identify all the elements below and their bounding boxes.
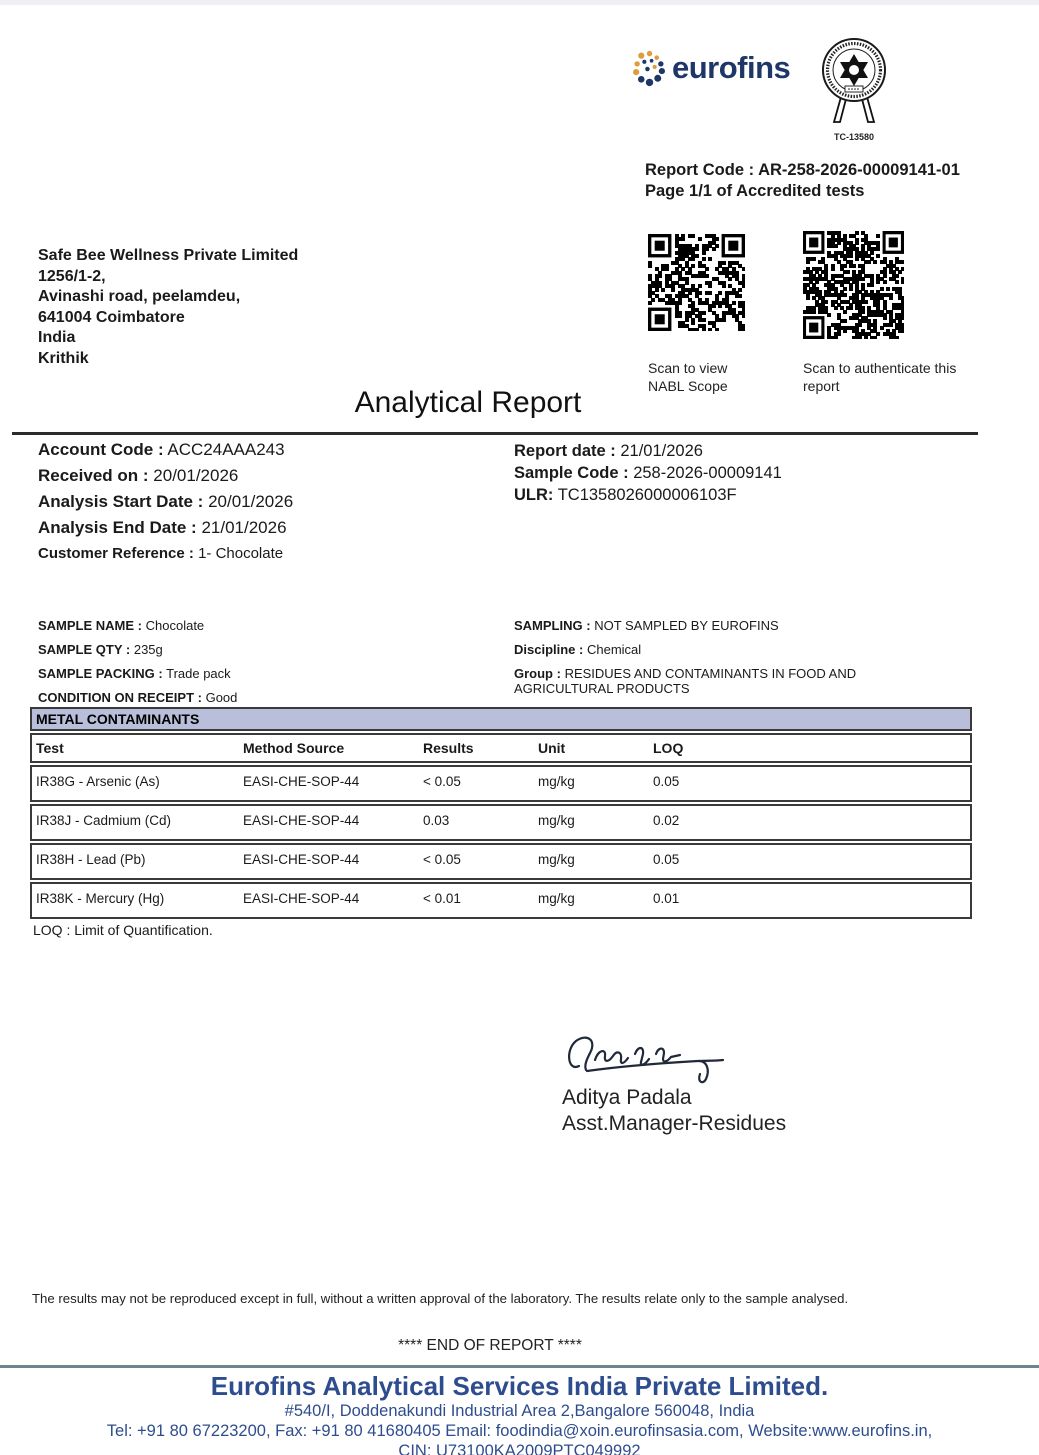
qr-code-nabl-scope (648, 234, 745, 331)
sample-info-left (38, 619, 478, 715)
footer-cin: CIN: U73100KA2009PTC049992 (398, 1442, 641, 1455)
title-divider (12, 432, 978, 435)
customer-name: Safe Bee Wellness Private Limited (38, 247, 299, 264)
nabl-seal (810, 34, 898, 142)
qr-caption-authenticate: Scan to authenticate this report (803, 360, 957, 394)
table-header-row (30, 733, 972, 763)
report-meta-right (514, 442, 782, 508)
sample-field: SAMPLING : NOT SAMPLED BY EUROFINS (514, 618, 779, 633)
page-info: Page 1/1 of Accredited tests (645, 182, 865, 200)
sample-field: Discipline : Chemical (514, 642, 642, 657)
table-row: IR38H - Lead (Pb) EASI-CHE-SOP-44 < 0.05 mg/kg 0.05 (30, 843, 972, 880)
footer-address: #540/I, Doddenakundi Industrial Area 2,Bangalore 560048, India (284, 1402, 755, 1420)
column-header-results: Results (423, 740, 474, 756)
customer-address (38, 246, 298, 369)
disclaimer-text: The results may not be reproduced except in full, without a written approval of the laboratory. The results relate only to the sample analysed. (32, 1291, 849, 1306)
table-row: IR38K - Mercury (Hg) EASI-CHE-SOP-44 < 0.01 mg/kg 0.01 (30, 882, 972, 919)
signatory-name: Aditya Padala (562, 1086, 692, 1109)
footer-contact: Tel: +91 80 67223200, Fax: +91 80 41680405 Email: foodindia@xoin.eurofinsasia.com, Website:www.eurofins.in, (106, 1422, 933, 1440)
results-table (30, 707, 972, 919)
sample-field: SAMPLE QTY : 235g (38, 642, 163, 657)
signatory-title: Asst.Manager-Residues (562, 1112, 787, 1135)
qr-code-authenticate (803, 231, 904, 339)
qr-caption-nabl: Scan to view NABL Scope (648, 360, 728, 394)
address-line: Avinashi road, peelamdeu, (38, 288, 241, 305)
meta-field: ULR: TC1358026000006103F (514, 486, 737, 504)
column-header-unit: Unit (538, 740, 566, 756)
nabl-seal-icon (812, 34, 896, 126)
metal-contaminants-header: METAL CONTAMINANTS (30, 707, 972, 731)
meta-field: Received on : 20/01/2026 (38, 466, 239, 485)
address-line: India (38, 329, 76, 346)
report-code-block (645, 160, 960, 202)
address-line: 641004 Coimbatore (38, 308, 185, 326)
sample-field: CONDITION ON RECEIPT : Good (38, 690, 238, 705)
footer (0, 1371, 1039, 1455)
page-title: Analytical Report (354, 386, 582, 419)
column-header-method: Method Source (243, 740, 345, 756)
meta-field: Analysis End Date : 21/01/2026 (38, 518, 287, 537)
meta-field: Customer Reference : 1- Chocolate (38, 545, 284, 562)
address-line: 1256/1-2, (38, 267, 106, 285)
table-row: IR38G - Arsenic (As) EASI-CHE-SOP-44 < 0.05 mg/kg 0.05 (30, 765, 972, 802)
meta-field: Analysis Start Date : 20/01/2026 (38, 492, 294, 511)
eurofins-logo (632, 48, 790, 88)
address-line: Krithik (38, 349, 89, 367)
sample-field: Group : RESIDUES AND CONTAMINANTS IN FOOD AND AGRICULTURAL PRODUCTS (514, 666, 857, 696)
report-meta-left (38, 440, 293, 570)
sample-field: SAMPLE NAME : Chocolate (38, 618, 205, 633)
footer-divider (0, 1365, 1039, 1368)
signature-image (563, 1026, 735, 1088)
meta-field: Report date : 21/01/2026 (514, 442, 703, 460)
end-of-report: **** END OF REPORT **** (398, 1337, 582, 1354)
sample-info-right (514, 619, 942, 706)
sample-field: SAMPLE PACKING : Trade pack (38, 666, 231, 681)
meta-field: Account Code : ACC24AAA243 (38, 440, 285, 459)
seal-caption: TC-13580 (833, 132, 875, 142)
page-top-edge (0, 0, 1039, 5)
column-header-test: Test (36, 740, 64, 756)
table-row: IR38J - Cadmium (Cd) EASI-CHE-SOP-44 0.03 mg/kg 0.02 (30, 804, 972, 841)
column-header-loq: LOQ (653, 740, 684, 756)
eurofins-dots-icon (632, 48, 666, 88)
report-code: Report Code : AR-258-2026-00009141-01 (645, 161, 960, 179)
loq-footnote: LOQ : Limit of Quantification. (33, 922, 213, 938)
eurofins-logo-text: eurofins (672, 50, 791, 85)
footer-company-name: Eurofins Analytical Services India Private Limited. (210, 1371, 829, 1401)
meta-field: Sample Code : 258-2026-00009141 (514, 464, 782, 482)
